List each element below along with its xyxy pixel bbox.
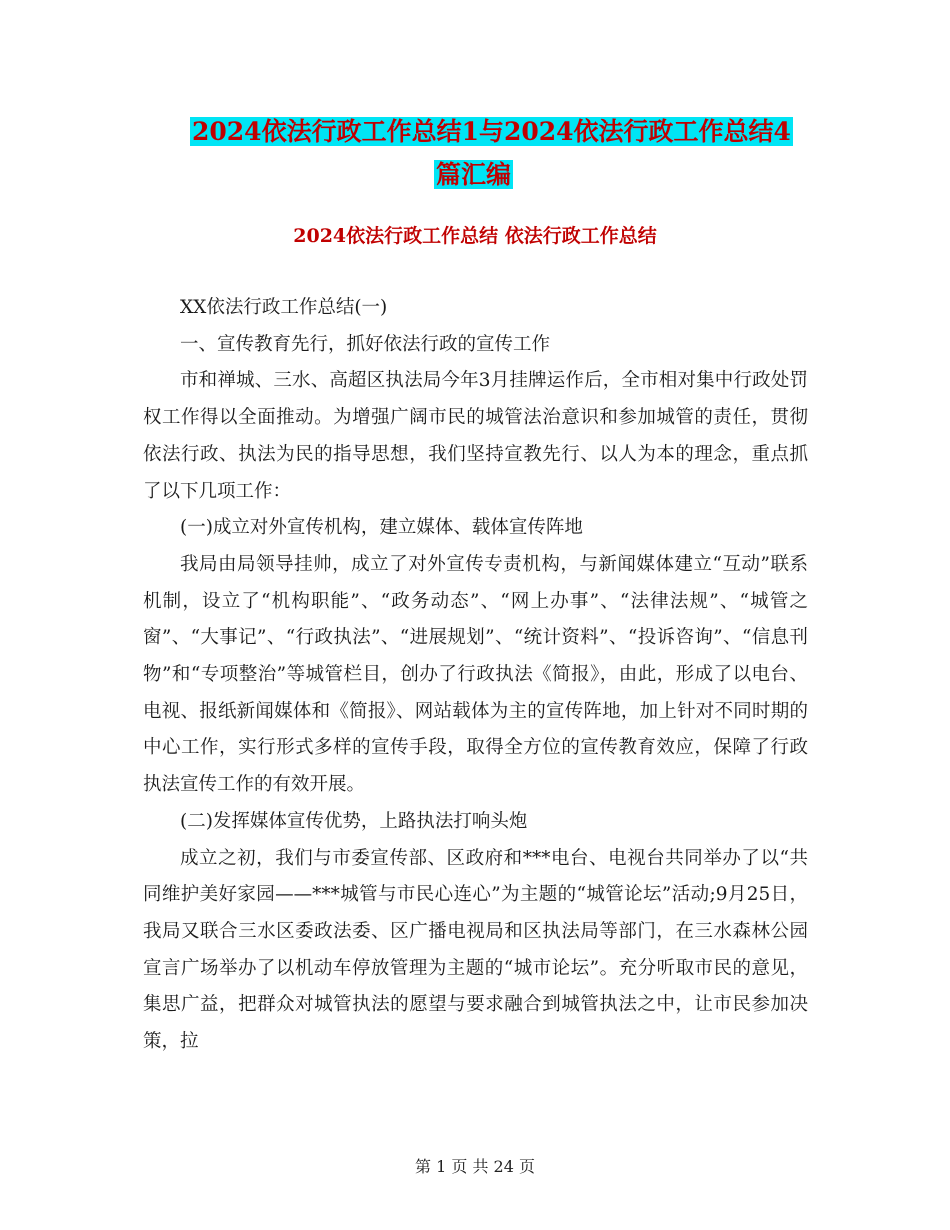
document-title-line-1: 2024依法行政工作总结1与2024依法行政工作总结4: [192, 117, 791, 146]
paragraph: 市和禅城、三水、高超区执法局今年3月挂牌运作后，全市相对集中行政处罚权工作得以全面推动。为增强广阔市民的城管法治意识和参加城管的责任，贯彻依法行政、执法为民的指导思想，我们坚持宣教先行、以人为本的理念，重点抓了以下几项工作：: [143, 370, 808, 502]
document-title-line-2: 篇汇编: [436, 160, 512, 189]
paragraph-subheading: (一)成立对外宣传机构，建立媒体、载体宣传阵地: [180, 517, 583, 539]
paragraph-section-heading: 一、宣传教育先行，抓好依法行政的宣传工作: [180, 333, 551, 355]
page-footer: 第 1 页 共 24 页: [415, 1157, 535, 1176]
paragraph-subheading: (二)发挥媒体宣传优势，上路执法打响头炮: [180, 810, 528, 832]
section-subtitle: 2024依法行政工作总结 依法行政工作总结: [293, 225, 657, 247]
paragraph-heading: XX依法行政工作总结(一): [180, 297, 388, 318]
document-body: [143, 290, 808, 1061]
paragraph: 成立之初，我们与市委宣传部、区政府和***电台、电视台共同举办了以“共同维护美好家园——***城管与市民心连心”为主题的“城管论坛”活动;9月25日，我局又联合三水区委政法委、区广播电视局和区执法局等部门，在三水森林公园宣言广场举办了以机动车停放管理为主题的“城市论坛”。充分听取市民的意见，集思广益，把群众对城管执法的愿望与要求融合到城管执法之中，让市民参加决策，拉: [143, 847, 808, 1053]
paragraph: 我局由局领导挂帅，成立了对外宣传专责机构，与新闻媒体建立“互动”联系机制，设立了“机构职能”、“政务动态”、“网上办事”、“法律法规”、“城管之窗”、“大事记”、“行政执法”、“进展规划”、“统计资料”、“投诉咨询”、“信息刊物”和“专项整治”等城管栏目，创办了行政执法《简报》，由此，形成了以电台、电视、报纸新闻媒体和《简报》、网站载体为主的宣传阵地，加上针对不同时期的中心工作，实行形式多样的宣传手段，取得全方位的宣传教育效应，保障了行政执法宣传工作的有效开展。: [143, 553, 808, 796]
